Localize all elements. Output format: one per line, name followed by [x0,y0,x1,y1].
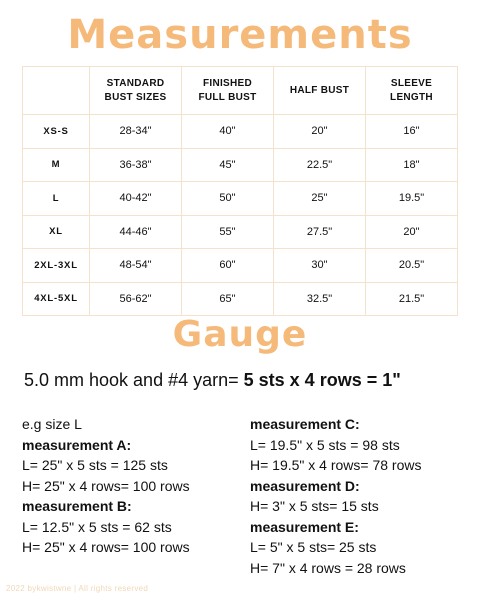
size-label-cell: M [23,148,90,182]
example-right-column [250,414,475,578]
table-cell: 32.5" [274,282,366,316]
table-cell: 27.5" [274,215,366,249]
table-cell: 44-46" [90,215,182,249]
gauge-ratio: 5 sts x 4 rows = 1" [243,370,401,390]
table-cell: 20" [274,115,366,149]
measurement-heading: measurement E: [250,518,359,535]
table-row [23,148,458,182]
table-cell: 56-62" [90,282,182,316]
calculation-line: e.g size L [22,416,82,432]
gauge-title: Gauge [172,314,308,355]
calculation-line: H= 25" x 4 rows= 100 rows [22,477,190,494]
table-cell: 22.5" [274,148,366,182]
calculation-line: L= 12.5" x 5 sts = 62 sts [22,518,172,535]
table-cell: 30" [274,249,366,283]
size-label-cell: L [23,182,90,216]
size-label-cell: 4XL-5XL [23,282,90,316]
measurement-heading: measurement D: [250,477,360,494]
header-cell [23,67,90,115]
copyright-footer: 2022 bykwistwne | All rights reserved [6,584,149,593]
table-cell: 50" [182,182,274,216]
size-label-cell: XS-S [23,115,90,149]
table-row [23,115,458,149]
table-cell: 20.5" [366,249,458,283]
header-cell: HALF BUST [274,67,366,115]
measurement-heading: measurement C: [250,416,360,432]
table-cell: 60" [182,249,274,283]
gauge-line [24,370,474,391]
header-cell: FINISHED FULL BUST [182,67,274,115]
table-cell: 16" [366,115,458,149]
table-cell: 19.5" [366,182,458,216]
table-cell: 18" [366,148,458,182]
table-cell: 21.5" [366,282,458,316]
calculation-line: L= 19.5" x 5 sts = 98 sts [250,436,400,453]
table-cell: 48-54" [90,249,182,283]
gauge-hook-text: 5.0 mm hook and #4 yarn= [24,370,244,390]
header-cell: STANDARD BUST SIZES [90,67,182,115]
table-row [23,215,458,249]
table-cell: 25" [274,182,366,216]
table-row [23,282,458,316]
measurements-table [22,66,458,316]
calculation-line: L= 25" x 5 sts = 125 sts [22,457,168,473]
table-cell: 36-38" [90,148,182,182]
table-cell: 45" [182,148,274,182]
calculation-line: H= 7" x 4 rows = 28 rows [250,559,406,576]
calculation-line: H= 19.5" x 4 rows= 78 rows [250,457,422,473]
example-left-column [22,414,242,558]
measurement-heading: measurement B: [22,498,132,514]
table-row [23,182,458,216]
table-cell: 55" [182,215,274,249]
table-cell: 65" [182,282,274,316]
table-cell: 40" [182,115,274,149]
page-title: Measurements [67,12,413,58]
calculation-line: H= 3" x 5 sts= 15 sts [250,498,379,514]
table-cell: 28-34" [90,115,182,149]
size-label-cell: XL [23,215,90,249]
table-cell: 20" [366,215,458,249]
size-label-cell: 2XL-3XL [23,249,90,283]
calculation-line: L= 5" x 5 sts= 25 sts [250,539,377,555]
table-header-row [23,67,458,115]
calculation-line: H= 25" x 4 rows= 100 rows [22,539,190,555]
table-cell: 40-42" [90,182,182,216]
header-cell: SLEEVE LENGTH [366,67,458,115]
measurement-heading: measurement A: [22,436,132,453]
table-row [23,249,458,283]
